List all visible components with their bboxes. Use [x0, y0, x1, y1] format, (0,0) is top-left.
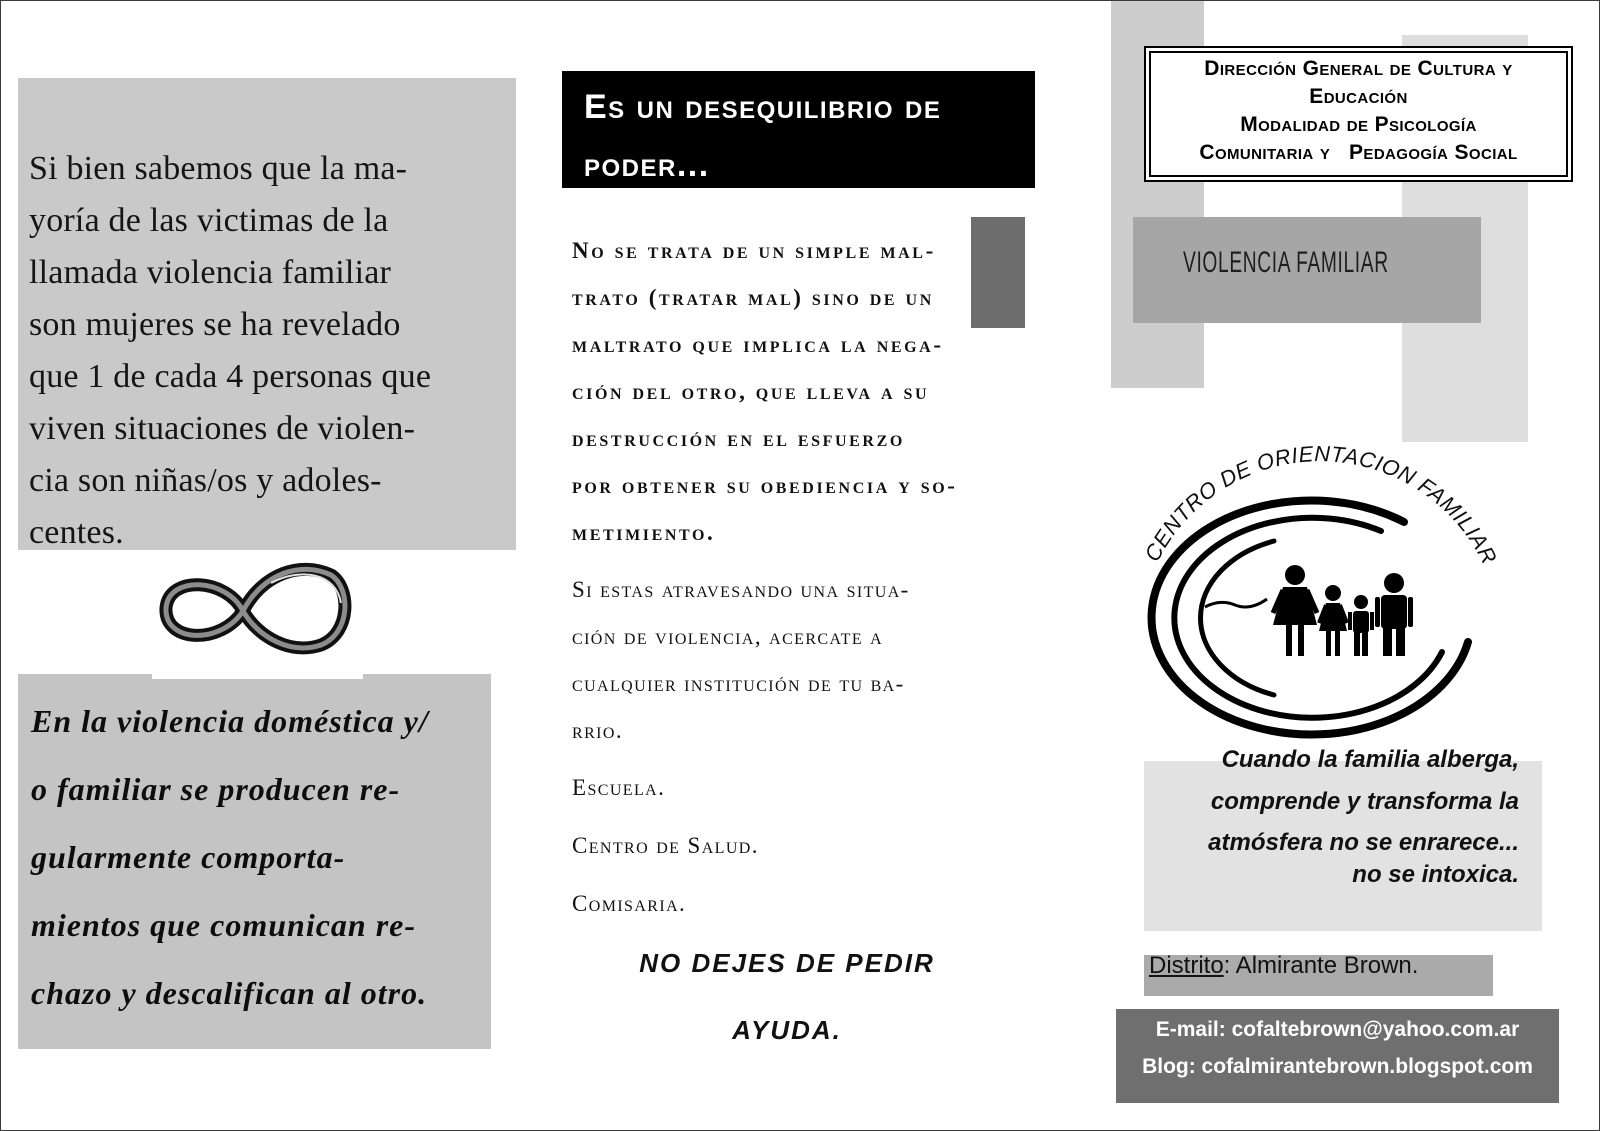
infinity-icon [151, 553, 356, 658]
definition-line: ción del otro, que lleva a su [572, 379, 930, 404]
quote-line: Cuando la familia alberga, [1221, 746, 1519, 773]
advice-paragraph [572, 566, 910, 754]
intro-line: Si bien sabemos que la ma- [29, 150, 408, 187]
family-icon [1101, 401, 1541, 741]
logo-ring-text [1139, 441, 1502, 568]
advice-line: rrio. [572, 718, 623, 743]
swoosh-icon [1205, 599, 1267, 607]
quote-line: atmósfera no se enrarece... [1208, 829, 1519, 856]
place-item: Comisaria. [572, 891, 687, 916]
institution-line: Dirección General de Cultura y [1204, 57, 1513, 80]
definition-paragraph [572, 227, 958, 556]
statement-box-notch [152, 669, 363, 679]
institution-header [1144, 46, 1573, 182]
heading-line: poder... [584, 146, 710, 184]
institution-text [1151, 55, 1566, 167]
district-line [1149, 951, 1418, 981]
call-to-action [572, 930, 1002, 1064]
advice-line: Si estas atravesando una situa- [572, 577, 910, 602]
institution-line: Modalidad de Psicología [1240, 113, 1477, 136]
intro-line: que 1 de cada 4 personas que [29, 358, 432, 395]
intro-line: centes. [29, 514, 124, 551]
intro-line: viven situaciones de violen- [29, 410, 416, 447]
definition-line: metimiento. [572, 520, 716, 545]
section-heading [584, 78, 941, 194]
definition-line: destrucción en el esfuerzo [572, 426, 905, 451]
statement-line: mientos que comunican re- [31, 907, 417, 943]
woman-figure-icon [1273, 565, 1317, 656]
heading-line: Es un desequilibrio de [584, 88, 942, 126]
intro-paragraph [29, 143, 431, 559]
statement-paragraph [31, 687, 429, 1027]
intro-line: cia son niñas/os y adoles- [29, 462, 382, 499]
quote-line: no se intoxica. [1352, 861, 1519, 888]
statement-line: gularmente comporta- [31, 839, 346, 875]
intro-line: yoría de las victimas de la [29, 202, 389, 239]
statement-line: o familiar se producen re- [31, 771, 401, 807]
page-title: VIOLENCIA FAMILIAR [1183, 246, 1389, 279]
statement-line: chazo y descalifican al otro. [31, 975, 428, 1011]
district-value: : Almirante Brown. [1223, 952, 1419, 979]
cta-line: AYUDA. [732, 1015, 842, 1045]
intro-line: son mujeres se ha revelado [29, 306, 401, 343]
logo-arc-icon [1201, 541, 1274, 695]
definition-line: No se trata de un simple mal- [572, 238, 936, 263]
advice-line: cualquier institución de tu ba- [572, 671, 905, 696]
definition-line: por obtener su obediencia y so- [572, 473, 958, 498]
places-list [572, 759, 759, 933]
district-label: Distrito [1149, 952, 1224, 979]
definition-line: maltrato que implica la nega- [572, 332, 944, 357]
cta-line: NO DEJES DE PEDIR [639, 948, 935, 978]
advice-line: ción de violencia, acercate a [572, 624, 884, 649]
institution-line: Educación [1309, 85, 1408, 108]
statement-line: En la violencia doméstica y/ [31, 703, 429, 739]
boy-figure-icon [1348, 595, 1374, 656]
accent-block [971, 217, 1025, 328]
quote-line: comprende y transforma la [1210, 788, 1519, 815]
definition-line: trato (tratar mal) sino de un [572, 285, 934, 310]
contact-info [1116, 1011, 1559, 1085]
institution-line: Comunitaria y Pedagogía Social [1199, 141, 1518, 164]
place-item: Escuela. [572, 775, 666, 800]
logo-ring-textpath: CENTRO DE ORIENTACION FAMILIAR [1139, 441, 1503, 569]
girl-figure-icon [1319, 585, 1347, 656]
email-line: E-mail: cofaltebrown@yahoo.com.ar [1155, 1018, 1520, 1041]
intro-line: llamada violencia familiar [29, 254, 392, 291]
blog-line: Blog: cofalmirantebrown.blogspot.com [1142, 1055, 1533, 1078]
place-item: Centro de Salud. [572, 833, 759, 858]
man-figure-icon [1375, 573, 1413, 656]
